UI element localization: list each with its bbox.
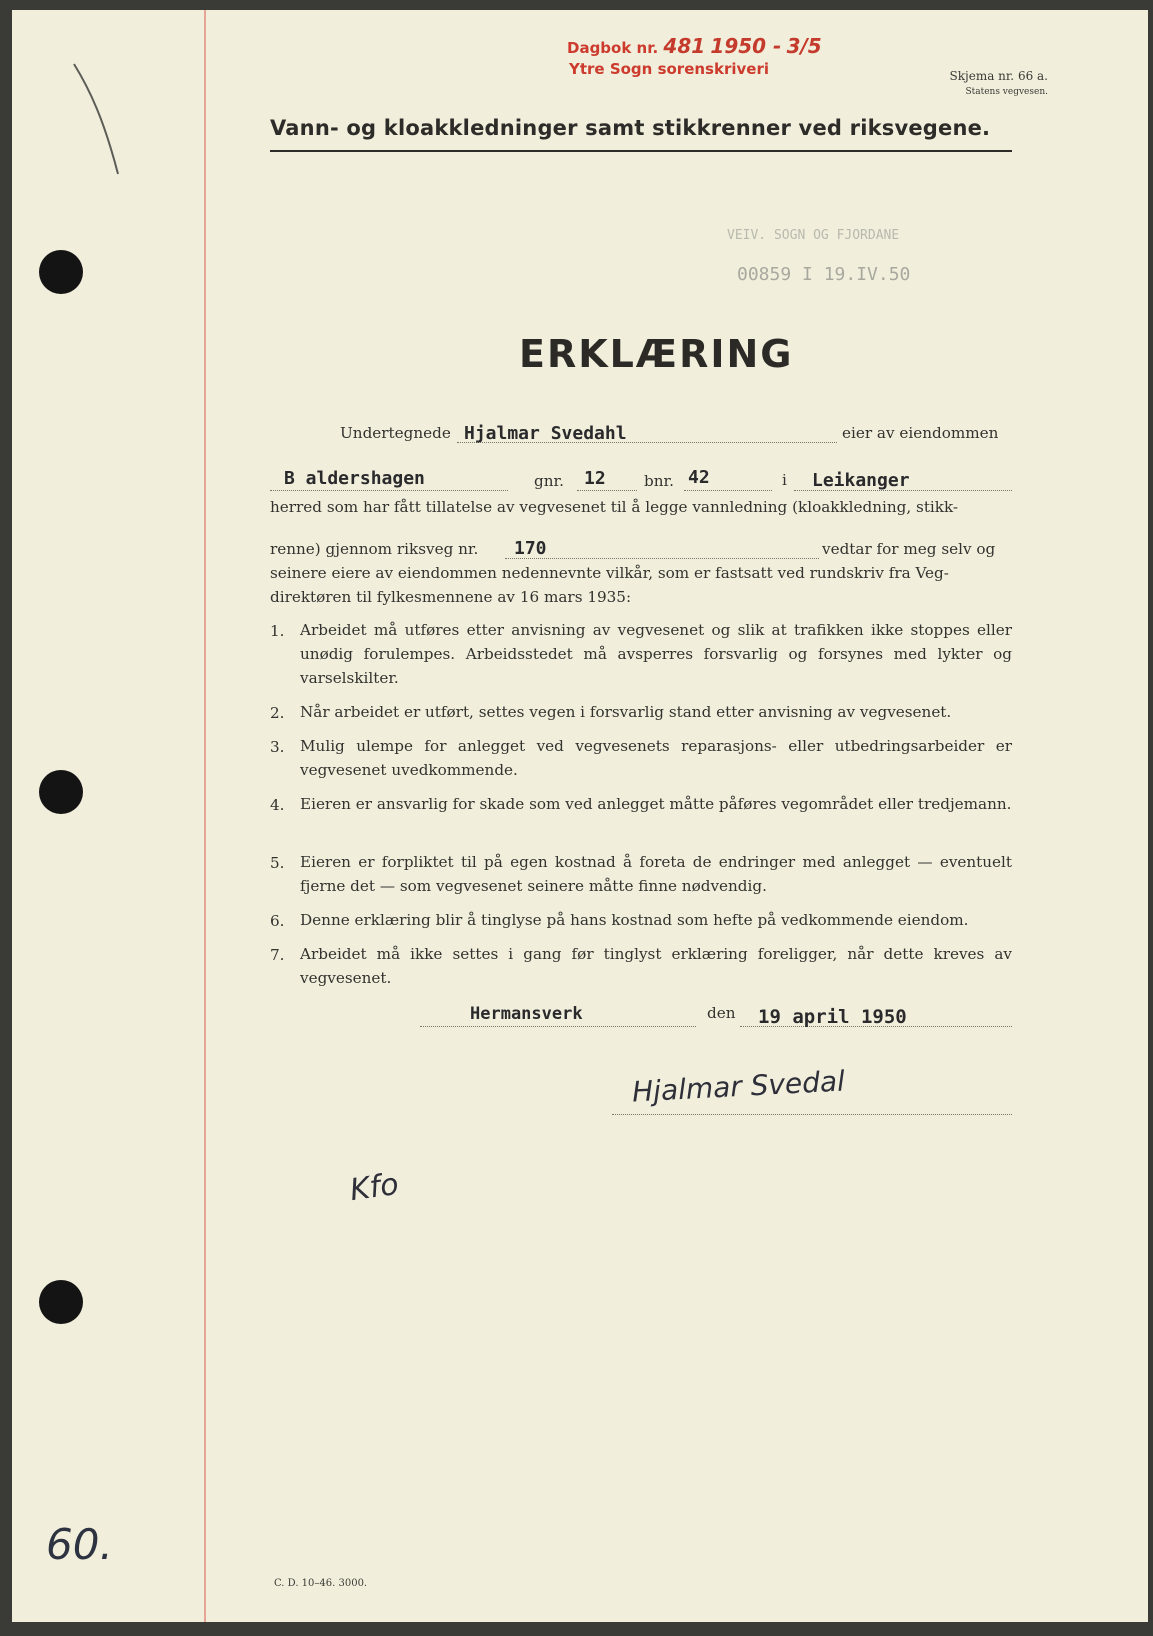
date-label: den	[707, 1004, 736, 1022]
punch-hole	[39, 1280, 83, 1324]
in-label: i	[782, 471, 787, 489]
document-page	[12, 10, 1148, 1622]
stamp-year: 1950 -	[710, 34, 782, 58]
condition-text: Når arbeidet er utført, settes vegen i forsvarlig stand etter anvisning av vegvesenet.	[300, 703, 952, 721]
form-code	[950, 68, 1049, 100]
signature-fill-line	[612, 1114, 1012, 1115]
receipt-stamp-office: VEIV. SOGN OG FJORDANE	[727, 228, 900, 243]
road-fill-line	[505, 558, 819, 559]
condition-number: 3.	[270, 738, 285, 756]
gnr-value: 12	[584, 468, 606, 489]
receipt-stamp-number: 00859 I 19.IV.50	[737, 264, 911, 285]
form-code-number: Skjema nr. 66 a.	[949, 69, 1048, 83]
condition-number: 7.	[270, 946, 285, 964]
owner-suffix: eier av eiendommen	[842, 424, 999, 442]
punch-hole	[39, 770, 83, 814]
pencil-mark	[52, 50, 132, 190]
condition-number: 2.	[270, 704, 285, 722]
circular-line: direktøren til fylkesmennene av 16 mars 1935:	[270, 588, 632, 606]
initials: Kfo	[347, 1166, 401, 1209]
print-code: C. D. 10–46. 3000.	[274, 1578, 368, 1589]
page-note: 60.	[46, 1520, 113, 1569]
gnr-fill-line	[577, 490, 637, 491]
condition-number: 1.	[270, 622, 285, 640]
place-fill-line	[420, 1026, 696, 1027]
intro-label: Undertegnede	[340, 424, 451, 442]
permit-line: herred som har fått tillatelse av vegvesenet til å legge vannledning (kloakkledning, stikk-	[270, 498, 959, 516]
owners-line: seinere eiere av eiendommen nedennevnte vilkår, som er fastsatt ved rundskriv fra Veg-	[270, 564, 949, 582]
condition-number: 4.	[270, 796, 285, 814]
property-name: B aldershagen	[284, 468, 425, 489]
road-prefix: renne) gjennom riksveg nr.	[270, 540, 479, 558]
document-title: ERKLÆRING	[519, 332, 794, 376]
condition-text: Arbeidet må ikke settes i gang før tinglyst erklæring foreligger, når dette kreves av vegvesenet.	[300, 945, 1012, 987]
margin-line	[204, 10, 206, 1622]
registration-stamp	[567, 34, 822, 58]
gnr-label: gnr.	[534, 472, 564, 490]
bnr-value: 42	[688, 467, 710, 488]
condition-number: 6.	[270, 912, 285, 930]
signature: Hjalmar Svedal	[631, 1064, 846, 1109]
stamp-date: 3/5	[786, 34, 822, 58]
owner-name: Hjalmar Svedahl	[464, 423, 627, 444]
condition-number: 5.	[270, 854, 285, 872]
document-header: Vann- og kloakkledninger samt stikkrenner ved riksvegene.	[270, 116, 991, 140]
form-code-agency: Statens vegvesen.	[965, 87, 1048, 97]
condition-text: Eieren er forpliktet til på egen kostnad å foreta de endringer med anlegget — eventuelt fjerne det — som vegvesenet seinere måtte finne nødvendig.	[300, 853, 1012, 895]
punch-hole	[39, 250, 83, 294]
stamp-prefix: Dagbok nr.	[567, 39, 659, 57]
date: 19 april 1950	[758, 1006, 907, 1028]
condition-text: Mulig ulempe for anlegget ved vegvesenets reparasjons- eller utbedringsarbeider er vegvesenet uvedkommende.	[300, 737, 1012, 779]
condition-text: Denne erklæring blir å tinglyse på hans kostnad som hefte på vedkommende eiendom.	[300, 911, 969, 929]
condition-text: Eieren er ansvarlig for skade som ved anlegget måtte påføres vegområdet eller tredjemann.	[300, 795, 1012, 813]
header-rule	[270, 150, 1012, 152]
bnr-fill-line	[684, 490, 772, 491]
road-number: 170	[514, 538, 547, 559]
place: Hermansverk	[470, 1004, 583, 1024]
property-fill-line	[270, 490, 508, 491]
stamp-number: 481	[663, 34, 706, 58]
condition-text: Arbeidet må utføres etter anvisning av vegvesenet og slik at trafikken ikke stoppes eller unødig forulempes. Arbeidsstedet må avsperres forsvarlig og forsynes med lykter og varselskilter.	[300, 621, 1012, 687]
stamp-office: Ytre Sogn sorenskriveri	[569, 60, 769, 78]
road-suffix: vedtar for meg selv og	[822, 540, 996, 558]
bnr-label: bnr.	[644, 472, 674, 490]
municipality: Leikanger	[812, 470, 910, 491]
